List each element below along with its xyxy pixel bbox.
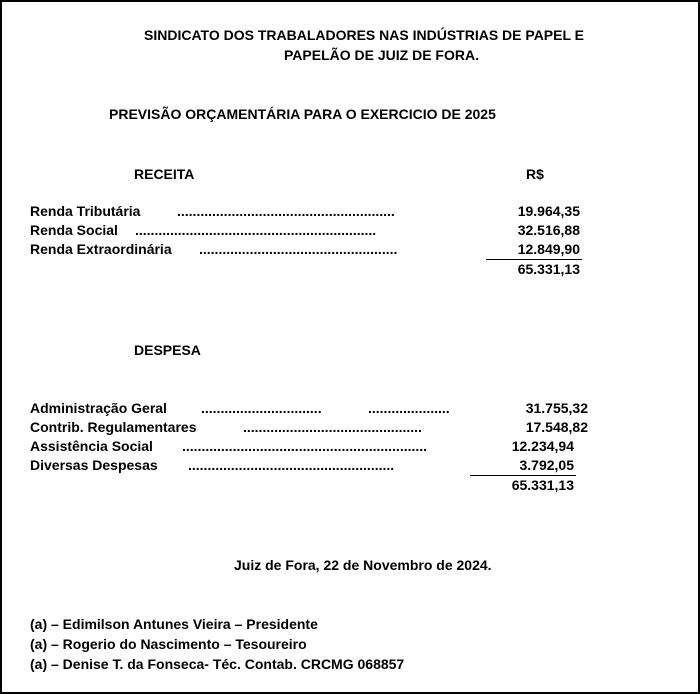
- signature-line: (a) – Edimilson Antunes Vieira – Presidente: [30, 616, 318, 632]
- receita-item-label: Renda Tributária: [30, 203, 141, 219]
- despesa-heading: DESPESA: [134, 342, 201, 358]
- receita-item-label: Renda Social: [30, 222, 118, 238]
- leader-dots: ...................................................: [199, 241, 398, 257]
- despesa-item-label: Diversas Despesas: [30, 457, 158, 473]
- receita-item-value: 12.849,90: [517, 241, 580, 257]
- receita-total: 65.331,13: [517, 261, 580, 277]
- document-title: PREVISÃO ORÇAMENTÁRIA PARA O EXERCICIO DE 2025: [109, 106, 496, 122]
- leader-dots: ..............................................................: [135, 222, 377, 238]
- despesa-total: 65.331,13: [511, 477, 574, 493]
- receita-item-value: 32.516,88: [517, 222, 580, 238]
- org-name-line2: PAPELÃO DE JUIZ DE FORA.: [284, 47, 479, 63]
- subtotal-rule: [470, 475, 576, 476]
- despesa-item-label: Contrib. Regulamentares: [30, 419, 197, 435]
- despesa-item-value: 31.755,32: [525, 400, 588, 416]
- leader-dots: ........................................................: [177, 203, 395, 219]
- receita-heading: RECEITA: [134, 166, 195, 182]
- leader-dots: ..............................................: [243, 419, 422, 435]
- despesa-item-label: Assistência Social: [30, 438, 153, 454]
- signature-line: (a) – Rogerio do Nascimento – Tesoureiro: [30, 636, 307, 652]
- despesa-item-label: Administração Geral: [30, 400, 167, 416]
- leader-dots: ...............................: [201, 400, 322, 416]
- signature-line: (a) – Denise T. da Fonseca- Téc. Contab. CRCMG 068857: [30, 656, 405, 672]
- place-date: Juiz de Fora, 22 de Novembro de 2024.: [234, 557, 492, 573]
- org-name-line1: SINDICATO DOS TRABALADORES NAS INDÚSTRIAS DE PAPEL E: [144, 27, 585, 43]
- leader-dots: .....................: [368, 400, 450, 416]
- receita-item-value: 19.964,35: [517, 203, 580, 219]
- despesa-item-value: 3.792,05: [519, 457, 574, 473]
- leader-dots: ...............................................................: [182, 438, 428, 454]
- currency-label: R$: [526, 166, 544, 182]
- despesa-item-value: 12.234,94: [511, 438, 574, 454]
- despesa-item-value: 17.548,82: [525, 419, 588, 435]
- subtotal-rule: [486, 259, 582, 260]
- leader-dots: .....................................................: [188, 457, 395, 473]
- receita-item-label: Renda Extraordinária: [30, 241, 172, 257]
